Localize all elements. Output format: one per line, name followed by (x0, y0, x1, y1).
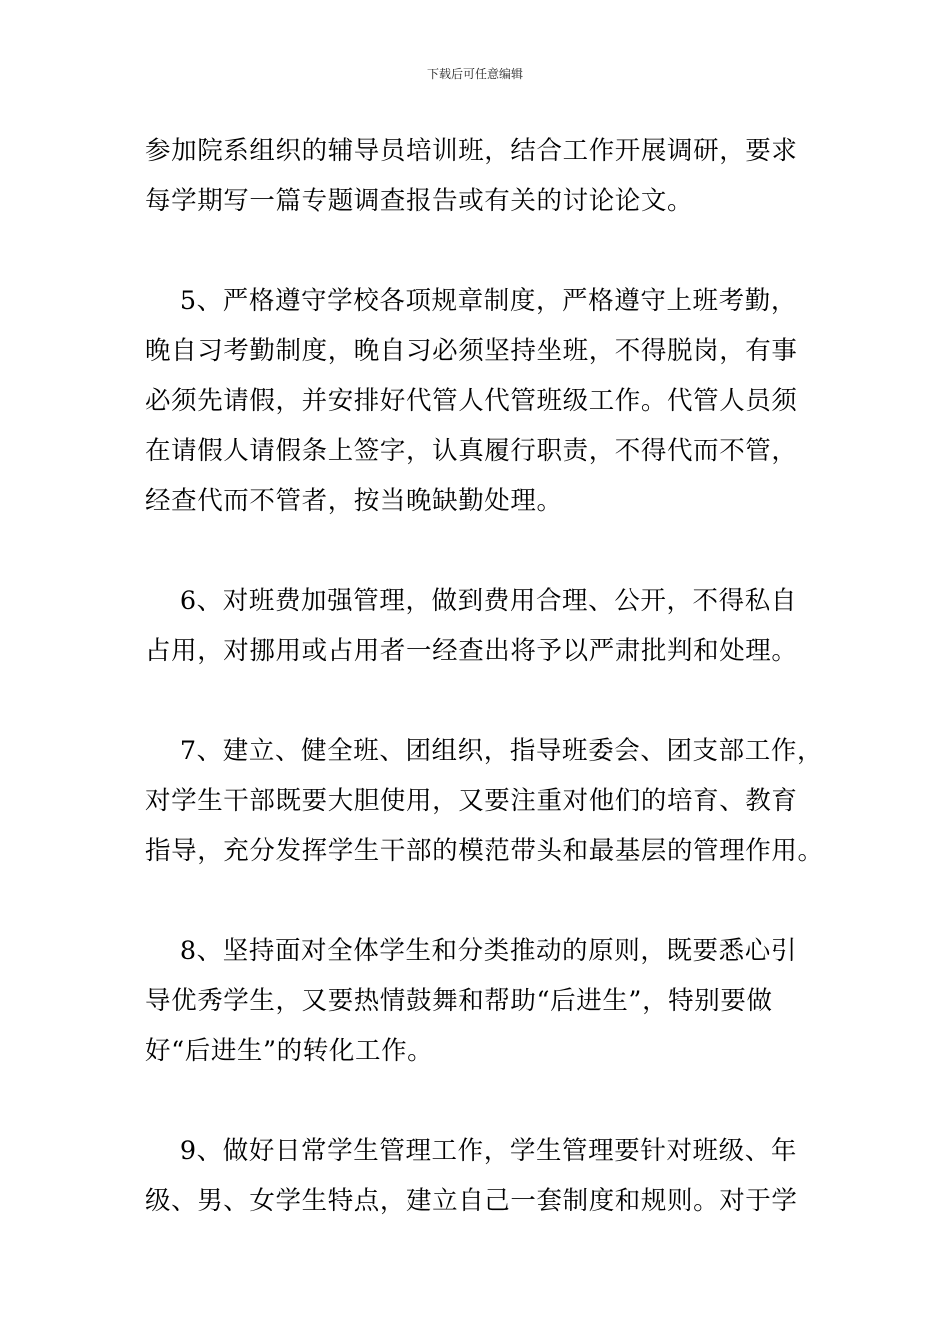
text-line: 在请假人请假条上签字，认真履行职责，不得代而不管， (145, 436, 798, 466)
text-line: 经查代而不管者，按当晚缺勤处理。 (145, 486, 563, 516)
page-header-note: 下载后可任意编辑 (426, 67, 523, 81)
text-line: 占用，对挪用或占用者一经查出将予以严肃批判和处理。 (145, 636, 798, 666)
text-line: 好“后进生”的转化工作。 (145, 1036, 434, 1066)
text-line: 晚自习考勤制度，晚自习必须坚持坐班，不得脱岗，有事 (145, 336, 798, 366)
paragraph-item-5 (145, 276, 813, 526)
text-line: 指导，充分发挥学生干部的模范带头和最基层的管理作用。 (145, 836, 824, 866)
text-line: 参加院系组织的辅导员培训班，结合工作开展调研，要求 (145, 136, 798, 166)
text-line: 5、严格遵守学校各项规章制度，严格遵守上班考勤， (145, 286, 797, 316)
paragraph-item-9 (145, 1126, 813, 1226)
text-line: 导优秀学生，又要热情鼓舞和帮助“后进生”，特别要做 (145, 986, 773, 1016)
paragraph-item-7 (145, 726, 824, 876)
paragraph-item-6 (145, 576, 813, 676)
paragraph-continued (145, 126, 813, 226)
document-body (145, 126, 824, 1226)
text-line: 每学期写一篇专题调查报告或有关的讨论论文。 (145, 186, 694, 216)
text-line: 6、对班费加强管理，做到费用合理、公开，不得私自 (145, 586, 797, 616)
text-line: 9、做好日常学生管理工作，学生管理要针对班级、年 (145, 1136, 797, 1166)
text-line: 必须先请假，并安排好代管人代管班级工作。代管人员须 (145, 386, 798, 416)
text-line: 级、男、女学生特点，建立自己一套制度和规则。对于学 (145, 1186, 798, 1216)
paragraph-item-8 (145, 926, 813, 1076)
text-line: 对学生干部既要大胆使用，又要注重对他们的培育、教育 (145, 786, 798, 816)
text-line: 7、建立、健全班、团组织，指导班委会、团支部工作， (145, 736, 824, 766)
text-line: 8、坚持面对全体学生和分类推动的原则，既要悉心引 (145, 936, 797, 966)
